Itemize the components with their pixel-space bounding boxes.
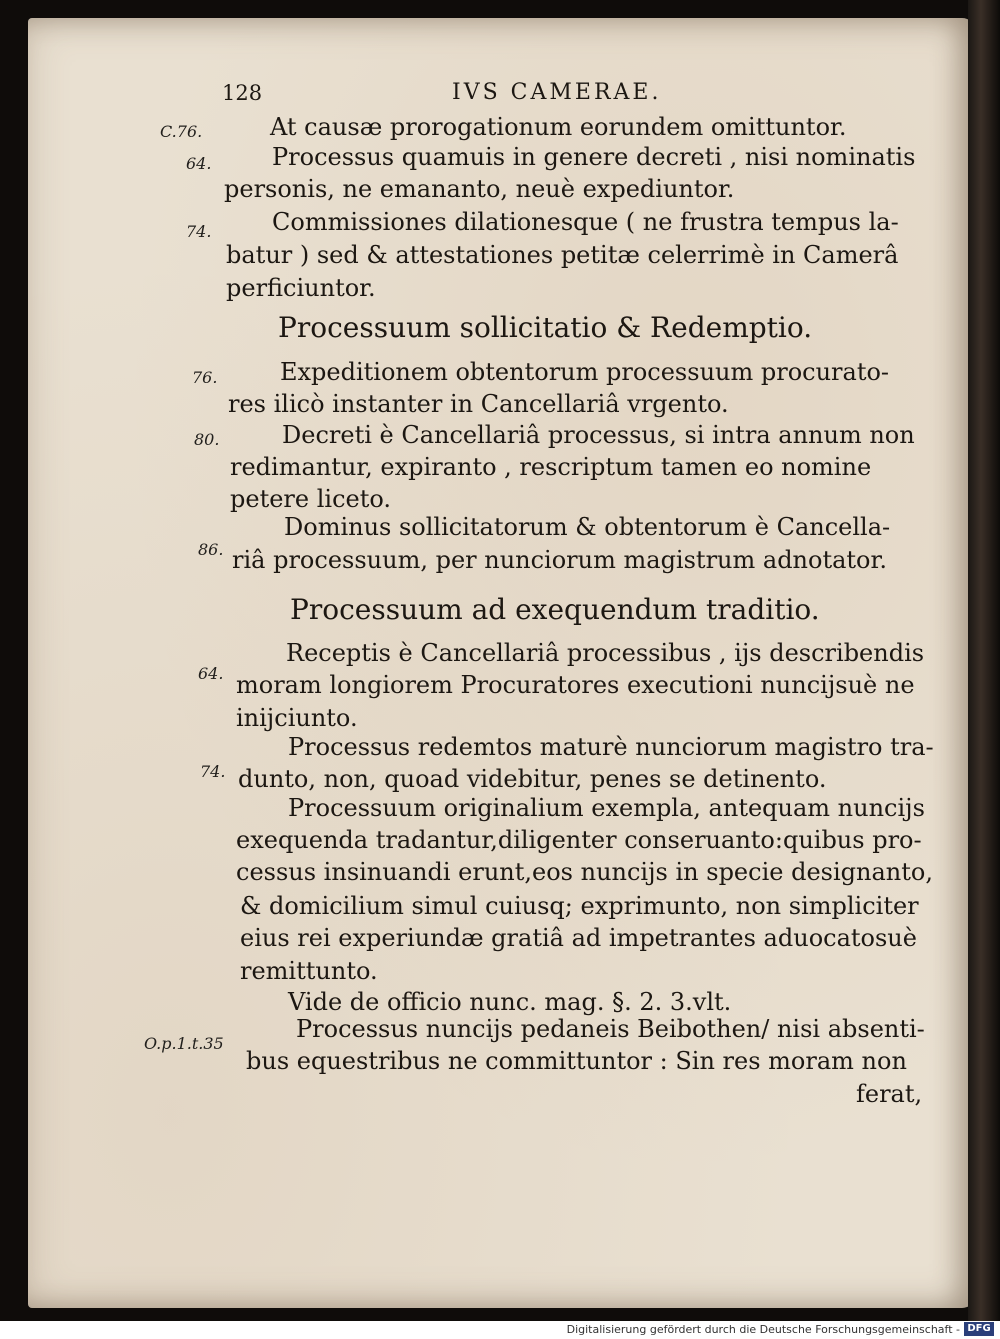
margin-note: 64. [186, 154, 212, 173]
text-line: redimantur, expiranto , rescriptum tamen eo nomine [230, 453, 872, 481]
text-line: Processus nuncijs pedaneis Beibothen/ nisi absenti- [296, 1015, 925, 1043]
page-number: 128 [222, 81, 263, 105]
footer-bar [0, 1321, 1000, 1339]
text-line: petere liceto. [230, 485, 392, 513]
text-line: Decreti è Cancellariâ processus, si intra annum non [282, 421, 915, 449]
text-line: At causæ prorogationum eorundem omittuntor. [270, 113, 847, 141]
dfg-logo: DFG [964, 1322, 994, 1336]
text-line: eius rei experiundæ gratiâ ad impetrantes aduocatosuè [240, 924, 917, 952]
text-line: Commissiones dilationesque ( ne frustra tempus la- [272, 208, 899, 236]
text-line: personis, ne emananto, neuè expediuntor. [224, 175, 735, 203]
text-line: riâ processuum, per nunciorum magistrum adnotator. [232, 546, 887, 574]
margin-note: 64. [198, 664, 224, 683]
book-spine-edge [968, 0, 1000, 1321]
margin-note: 74. [200, 762, 226, 781]
text-line: ferat, [856, 1080, 923, 1108]
text-line: cessus insinuandi erunt,eos nuncijs in specie designanto, [236, 858, 933, 886]
text-line: Processuum originalium exempla, antequam nuncijs [288, 794, 925, 822]
text-line: Receptis è Cancellariâ processibus , ijs describendis [286, 639, 925, 667]
text-line: res ilicò instanter in Cancellariâ vrgento. [228, 390, 729, 418]
text-line: exequenda tradantur,diligenter conseruanto:quibus pro- [236, 826, 922, 854]
margin-note: 74. [186, 222, 212, 241]
margin-note: 80. [194, 430, 220, 449]
section-heading: Processuum sollicitatio & Redemptio. [278, 311, 813, 344]
section-heading: Processuum ad exequendum traditio. [290, 593, 820, 626]
text-line: bus equestribus ne committuntor : Sin res moram non [246, 1047, 907, 1075]
text-line: Vide de officio nunc. mag. §. 2. 3.vlt. [288, 988, 732, 1016]
text-line: remittunto. [240, 957, 378, 985]
footer-credit: Digitalisierung gefördert durch die Deutsche Forschungsgemeinschaft - [566, 1323, 960, 1336]
text-line: Dominus sollicitatorum & obtentorum è Cancella- [284, 513, 891, 541]
text-line: dunto, non, quoad videbitur, penes se detinento. [238, 765, 827, 793]
text-line: perficiuntor. [226, 274, 376, 302]
text-line: moram longiorem Procuratores executioni nuncijsuè ne [236, 671, 915, 699]
text-line: inijciunto. [236, 704, 358, 732]
margin-note: O.p.1.t.35 [144, 1034, 224, 1053]
margin-note: 76. [192, 368, 218, 387]
running-title: IVS CAMERAE. [452, 80, 662, 105]
text-line: Expeditionem obtentorum processuum procurato- [280, 358, 890, 386]
margin-note: 86. [198, 540, 224, 559]
margin-note: C.76. [160, 122, 203, 141]
text-line: & domicilium simul cuiusq; exprimunto, non simpliciter [240, 892, 919, 920]
text-line: Processus redemtos maturè nunciorum magistro tra- [288, 733, 934, 761]
text-line: batur ) sed & attestationes petitæ celerrimè in Camerâ [226, 241, 899, 269]
text-line: Processus quamuis in genere decreti , nisi nominatis [272, 143, 916, 171]
